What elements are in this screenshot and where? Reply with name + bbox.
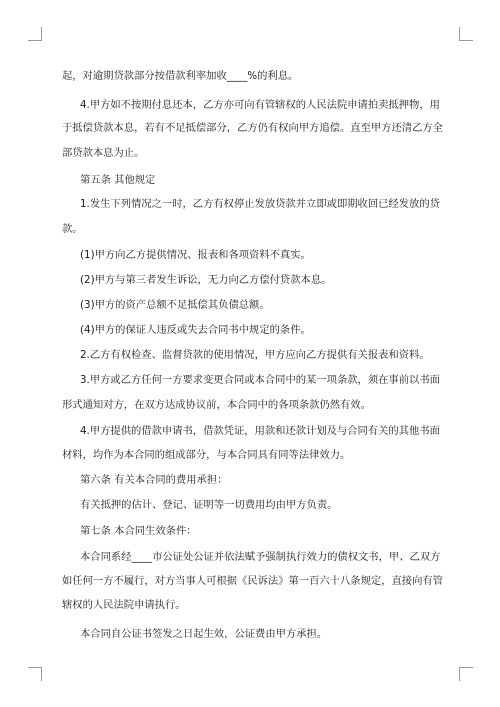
text-line: 4.甲方如不按期付息还本，乙方亦可向有管辖权的人民法院申请拍卖抵押物，用 bbox=[80, 99, 440, 111]
text-line: 如任何一方不履行，对方当事人可根据《民诉法》第一百六十八条规定，直接向有管 bbox=[62, 575, 443, 587]
text-line: 4.甲方提供的借款申请书，借款凭证，用款和还款计划及与合同有关的其他书面 bbox=[80, 425, 440, 437]
text-line: 本合同自公证书签发之日起生效，公证费由甲方承担。 bbox=[80, 628, 328, 640]
list-item: (3)甲方的资产总额不足抵偿其负债总额。 bbox=[80, 299, 270, 311]
text-line: 3.甲方或乙方任何一方要求变更合同或本合同中的某一项条款，须在事前以书面 bbox=[80, 374, 440, 386]
text-line: 有关抵押的估计、登记、证明等一切费用均由甲方负责。 bbox=[80, 499, 338, 511]
section-heading: 第六条 有关本合同的费用承担： bbox=[80, 474, 228, 486]
section-heading: 第五条 其他规定 bbox=[80, 174, 156, 186]
text-line: 起，对逾期贷款部分按借款利率加收____%的利息。 bbox=[62, 70, 299, 82]
list-item: (1)甲方向乙方提供情况、报表和各项资料不真实。 bbox=[80, 249, 311, 261]
text-line: 款。 bbox=[62, 223, 83, 235]
list-item: (2)甲方与第三者发生诉讼，无力向乙方偿付贷款本息。 bbox=[80, 274, 332, 286]
text-line: 形式通知对方，在双方达成协议前，本合同中的各项条款仍然有效。 bbox=[62, 399, 371, 411]
text-line: 2.乙方有权检查、监督贷款的使用情况，甲方应向乙方提供有关报表和资料。 bbox=[80, 349, 430, 361]
crop-mark-bottom-right bbox=[459, 667, 473, 681]
crop-mark-top-right bbox=[459, 27, 473, 41]
text-line: 辖权的人民法院申请执行。 bbox=[62, 599, 186, 611]
text-line: 1.发生下列情况之一时，乙方有权停止发放贷款并立即或即期收回已经发放的贷 bbox=[80, 198, 440, 210]
crop-mark-bottom-left bbox=[28, 667, 42, 681]
text-line: 本合同系经____市公证处公证并依法赋予强制执行效力的债权文书，甲、乙双方 bbox=[80, 551, 441, 563]
text-line: 于抵偿贷款本息，若有不足抵偿部分，乙方仍有权向甲方追偿。直至甲方还清乙方全 bbox=[62, 122, 443, 134]
list-item: (4)甲方的保证人违反或失去合同书中规定的条件。 bbox=[80, 324, 311, 336]
crop-mark-top-left bbox=[28, 27, 42, 41]
section-heading: 第七条 本合同生效条件： bbox=[80, 525, 197, 537]
text-line: 材料，均作为本合同的组成部分，与本合同具有同等法律效力。 bbox=[62, 449, 351, 461]
text-line: 部贷款本息为止。 bbox=[62, 147, 145, 159]
